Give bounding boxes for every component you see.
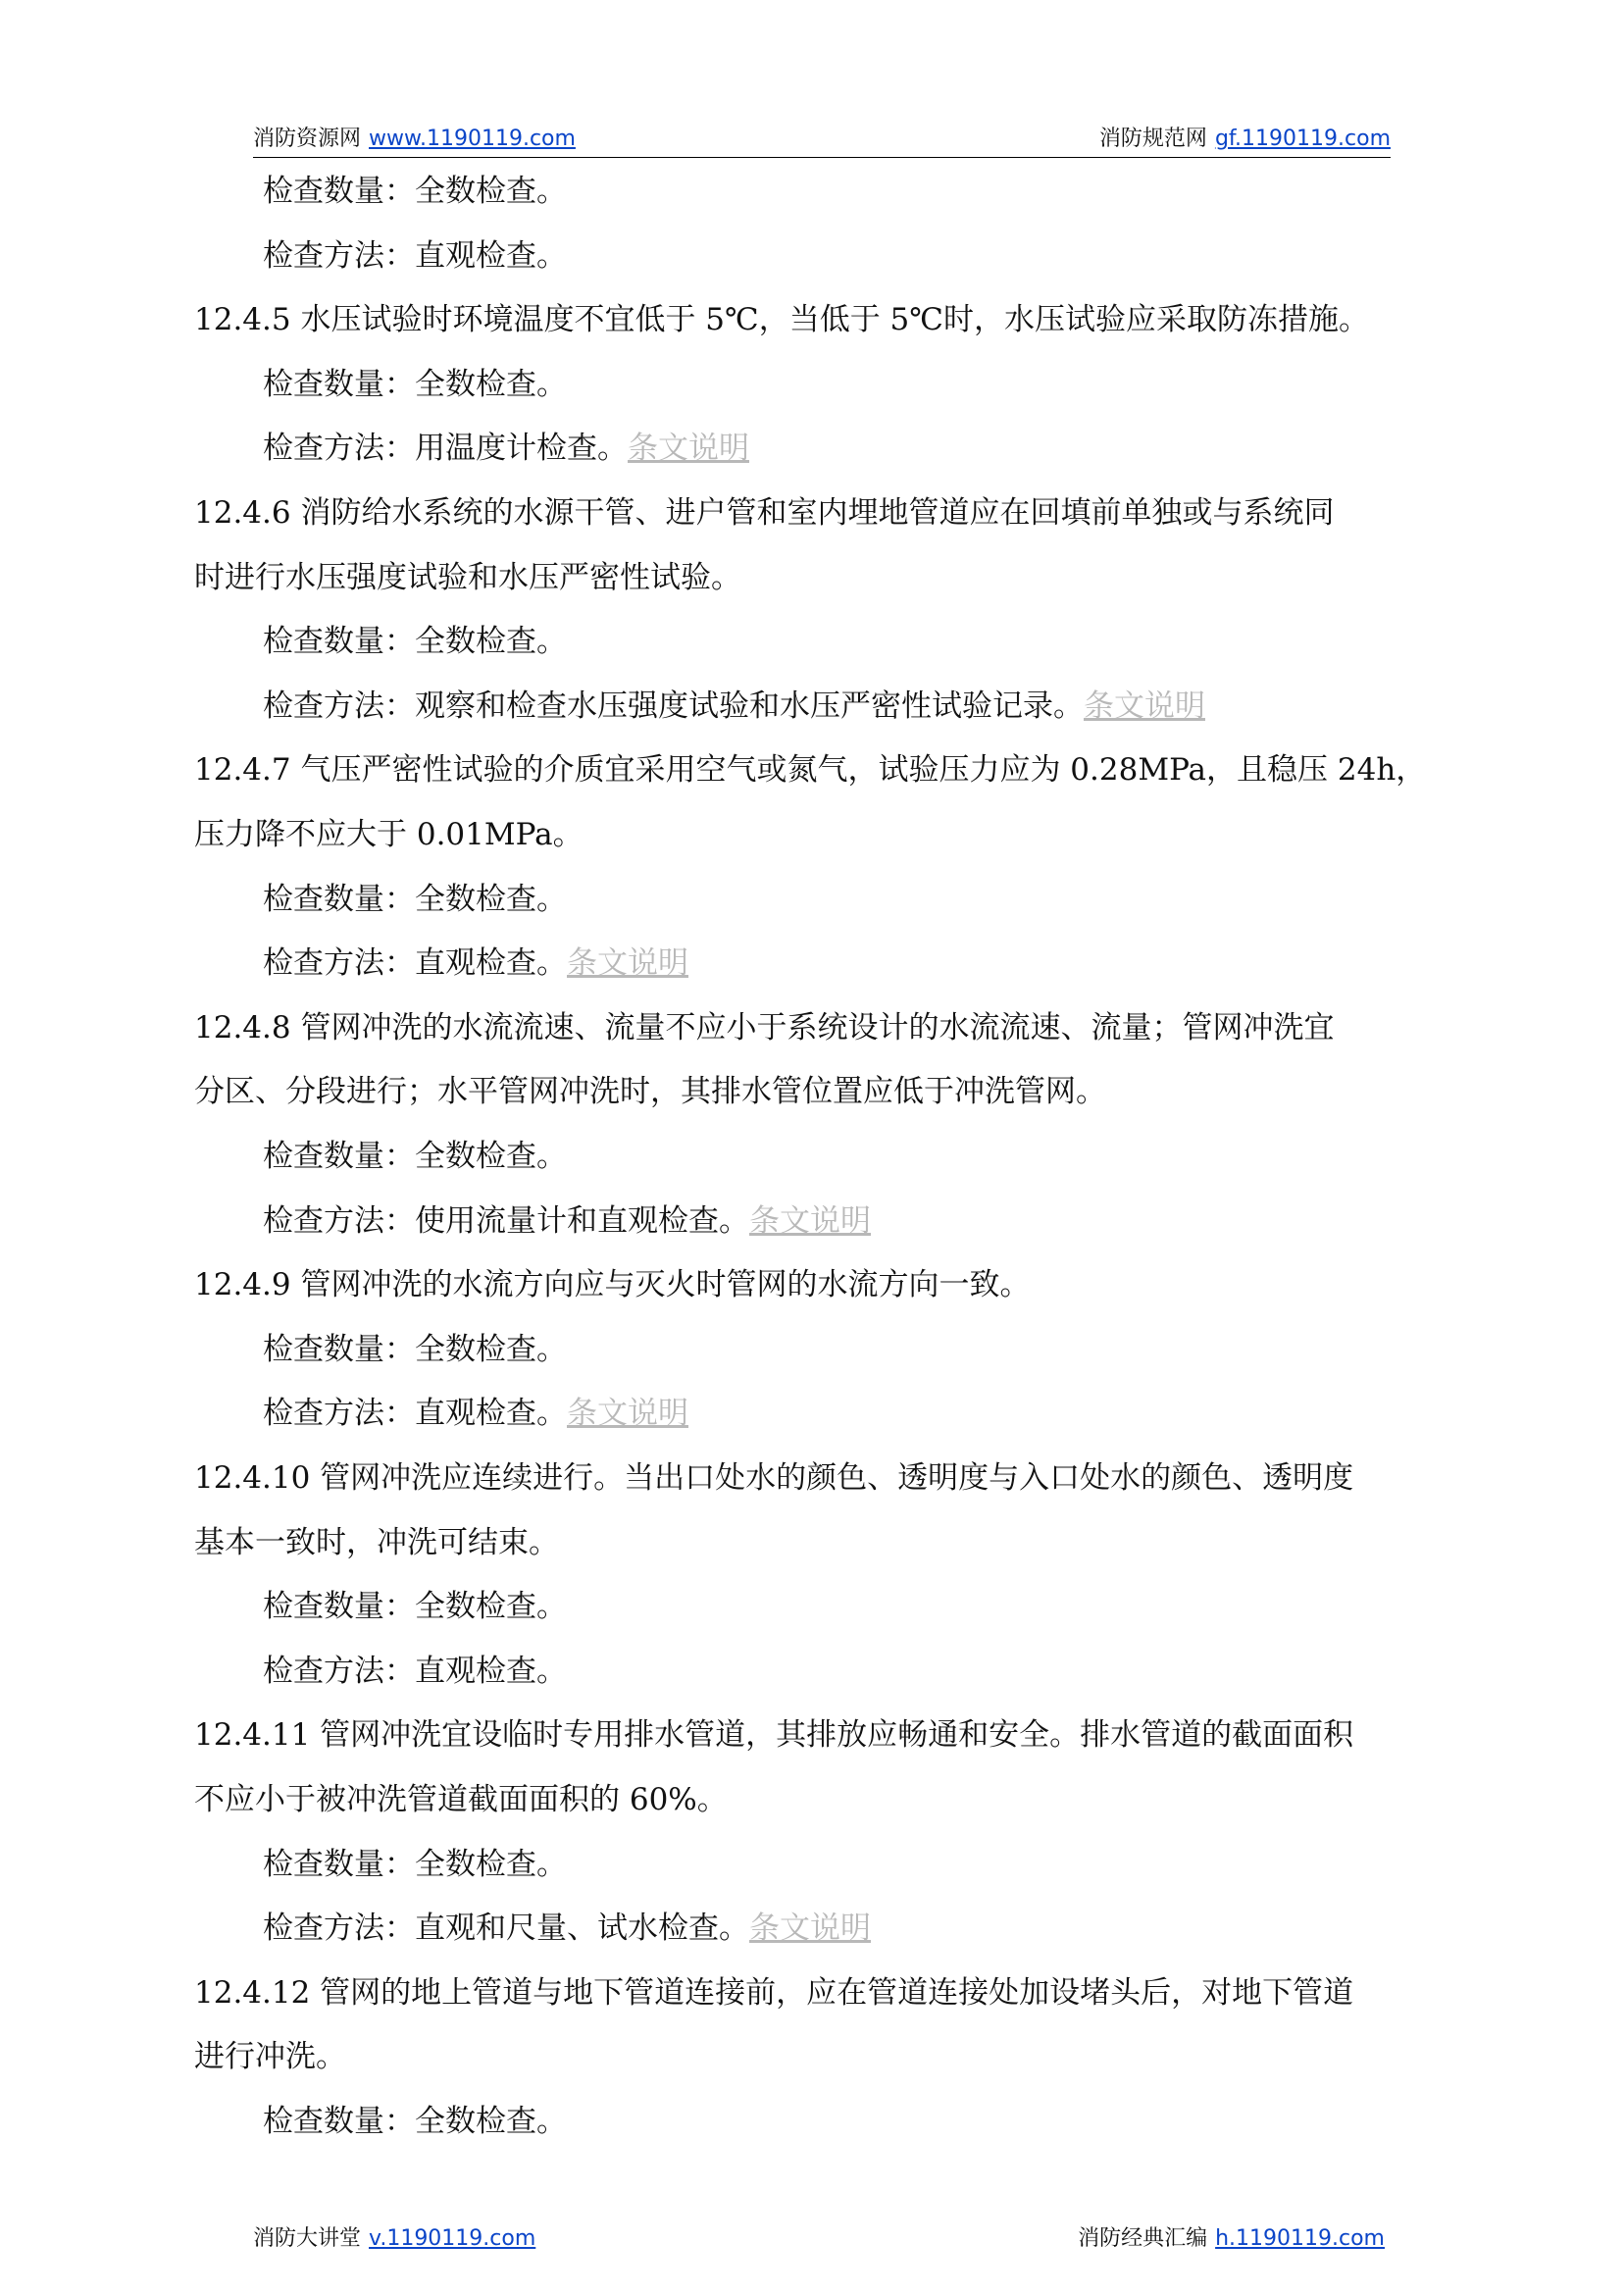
line-text: 检查数量：全数检查。 [263,174,567,209]
text-line [194,1263,1030,1306]
text-line [263,427,749,470]
line-text: 检查数量：全数检查。 [263,366,567,402]
footer-left [253,2221,535,2252]
text-line [263,1135,567,1178]
line-text: 12.4.6 消防给水系统的水源干管、进户管和室内埋地管道应在回填前单独或与系统同 [194,495,1335,531]
clause-note-link[interactable]: 条文说明 [567,945,688,982]
text-line [194,748,1426,791]
text-line [263,878,567,921]
text-line [263,942,688,985]
page-footer [253,2218,1391,2257]
header-left-link[interactable]: www.1190119.com [369,127,576,151]
line-text: 12.4.8 管网冲洗的水流流速、流量不应小于系统设计的水流流速、流量；管网冲洗宜 [194,1009,1335,1045]
header-right-site: 消防规范网 [1098,127,1207,151]
line-text: 12.4.10 管网冲洗应连续进行。当出口处水的颜色、透明度与入口处水的颜色、透明度 [194,1460,1354,1496]
footer-right [1078,2221,1385,2252]
text-line [263,1843,567,1886]
text-line [194,491,1334,535]
line-text: 时进行水压强度试验和水压严密性试验。 [194,559,741,595]
line-text: 12.4.12 管网的地上管道与地下管道连接前，应在管道连接处加设堵头后，对地下管道 [194,1974,1354,2011]
line-text: 基本一致时，冲洗可结束。 [194,1524,559,1560]
text-line [194,556,741,599]
footer-right-link[interactable]: h.1190119.com [1215,2226,1385,2251]
text-line [194,298,1369,341]
text-line [263,685,1205,728]
footer-left-link[interactable]: v.1190119.com [369,2226,536,2251]
line-text: 检查数量：全数检查。 [263,881,567,917]
text-line [194,1070,1106,1113]
footer-right-site: 消防经典汇编 [1078,2226,1208,2251]
line-text: 检查方法：用温度计检查。 [263,431,628,467]
line-text: 检查方法：使用流量计和直观检查。 [263,1202,749,1239]
text-line [263,1392,688,1435]
line-text: 分区、分段进行；水平管网冲洗时，其排水管位置应低于冲洗管网。 [194,1074,1106,1110]
text-line [194,1456,1353,1500]
text-line [263,234,567,278]
line-text: 检查方法：直观检查。 [263,237,567,274]
text-line [194,1006,1334,1049]
line-text: 检查数量：全数检查。 [263,1331,567,1367]
text-line [194,2035,346,2078]
text-line [263,1199,871,1243]
text-line [263,363,567,406]
clause-note-link[interactable]: 条文说明 [749,1911,871,1947]
text-line [263,620,567,663]
line-text: 不应小于被冲洗管道截面面积的 60%。 [194,1782,728,1817]
text-line [194,1521,559,1564]
footer-left-site: 消防大讲堂 [253,2226,362,2251]
line-text: 检查方法：直观检查。 [263,945,567,982]
line-text: 检查方法：观察和检查水压强度试验和水压严密性试验记录。 [263,688,1084,724]
clause-note-link[interactable]: 条文说明 [628,431,749,467]
line-text: 检查方法：直观检查。 [263,1653,567,1689]
header-right [1099,122,1391,152]
text-line [263,1907,871,1950]
line-text: 检查数量：全数检查。 [263,2104,567,2139]
header-left [253,122,576,152]
text-line [263,1328,567,1371]
line-text: 压力降不应大于 0.01MPa。 [194,817,584,852]
text-line [194,1713,1353,1757]
line-text: 12.4.11 管网冲洗宜设临时专用排水管道，其排放应畅通和安全。排水管道的截面面积 [194,1717,1354,1754]
text-line [194,1778,728,1821]
line-text: 12.4.7 气压严密性试验的介质宜采用空气或氮气，试验压力应为 0.28MPa，且稳压 24h， [194,752,1427,789]
page-header [253,118,1391,158]
text-line [263,1585,567,1628]
line-text: 检查数量：全数检查。 [263,1139,567,1174]
text-line [263,170,567,213]
text-line [263,1650,567,1693]
text-line [194,1971,1353,2014]
header-right-link[interactable]: gf.1190119.com [1214,127,1391,151]
line-text: 12.4.9 管网冲洗的水流方向应与灭火时管网的水流方向一致。 [194,1267,1031,1303]
line-text: 12.4.5 水压试验时环境温度不宜低于 5℃，当低于 5℃时，水压试验应采取防冻措施。 [194,302,1369,338]
clause-note-link[interactable]: 条文说明 [749,1202,871,1239]
line-text: 进行冲洗。 [194,2039,346,2075]
text-line [263,2100,567,2143]
clause-note-link[interactable]: 条文说明 [1084,688,1205,724]
line-text: 检查方法：直观和尺量、试水检查。 [263,1911,749,1947]
line-text: 检查方法：直观检查。 [263,1396,567,1432]
clause-note-link[interactable]: 条文说明 [567,1396,688,1432]
line-text: 检查数量：全数检查。 [263,1846,567,1882]
header-left-site: 消防资源网 [253,127,362,151]
line-text: 检查数量：全数检查。 [263,1589,567,1625]
line-text: 检查数量：全数检查。 [263,624,567,660]
text-line [194,813,584,856]
